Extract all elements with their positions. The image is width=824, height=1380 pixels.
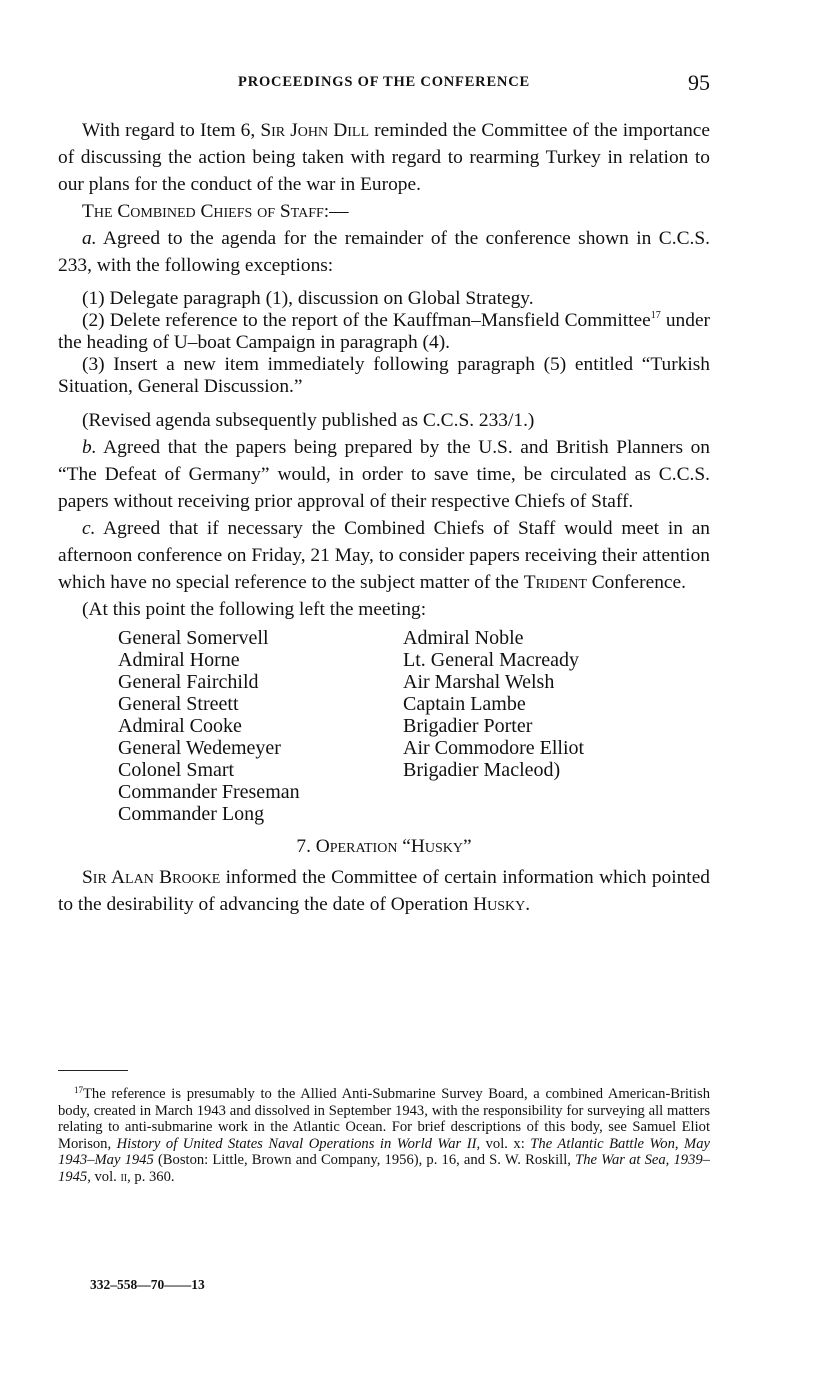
departing-members: [118, 627, 710, 825]
operation-husky: Husky: [473, 894, 526, 915]
attendee-name: Brigadier Porter: [403, 715, 533, 737]
attendee-name: Admiral Horne: [118, 649, 240, 671]
attendee-name: Lt. General Macready: [403, 649, 580, 671]
page-header: [58, 70, 710, 100]
item-b: b. Agreed that the papers being prepared by the U.S. and British Planners on “The Defeat of Germany” would, in order to save time, be circulated as C.C.S. papers without receiving prior approval of their respective Chiefs of Staff.: [58, 437, 710, 512]
attendee-name: Admiral Noble: [403, 627, 524, 649]
departure-note: (At this point the following left the meeting:: [82, 599, 427, 620]
attendee-name: General Wedemeyer: [118, 737, 281, 759]
page-number: 95: [688, 70, 710, 95]
attendee-name: Air Commodore Elliot: [403, 737, 585, 759]
footnote-rule: [58, 1070, 128, 1071]
exception-1: (1) Delegate paragraph (1), discussion on Global Strategy.: [82, 288, 534, 309]
running-head: PROCEEDINGS OF THE CONFERENCE: [238, 74, 530, 90]
item-a: a. Agreed to the agenda for the remainder of the conference shown in C.C.S. 233, with the following exceptions:: [58, 228, 710, 276]
name-sir-alan-brooke: Sir Alan Brooke: [82, 867, 221, 888]
ccs-heading: The Combined Chiefs of Staff:—: [82, 201, 349, 222]
paragraph-brooke: Sir Alan Brooke informed the Committee of certain information which pointed to the desirability of advancing the date of Operation Husky.: [58, 867, 710, 915]
footnote-17: $^{17}$The reference is presumably to the Allied Anti-Submarine Survey Board, a combined American-British body, created in March 1943 and dissolved in September 1943, with the responsibility for surveying all matters relating to anti-submarine work in the Atlantic Ocean. For brief descriptions of this body, see Samuel Eliot Morison, History of United States Naval Operations in World War II, vol. x: The Atlantic Battle Won, May 1943–May 1945 (Boston: Little, Brown and Company, 1956), p. 16, and S. W. Roskill, The War at Sea, 1939–1945, vol. ii, p. 360.: [58, 1085, 710, 1185]
body-text: [58, 117, 710, 918]
printer-code: 332–558—70——13: [90, 1277, 205, 1292]
attendee-name: Admiral Cooke: [118, 715, 242, 737]
name-sir-john-dill: Sir John Dill: [260, 120, 370, 141]
exceptions-list: [58, 288, 710, 398]
section-7-title: 7. Operation “Husky”: [296, 836, 472, 857]
paragraph-item-6: With regard to Item 6, Sir John Dill reminded the Committee of the importance of discussing the action being taken with regard to rearming Turkey in relation to our plans for the conduct of the war in Europe.: [58, 120, 710, 195]
attendee-name: Brigadier Macleod): [403, 759, 561, 781]
item-c: c. Agreed that if necessary the Combined Chiefs of Staff would meet in an afternoon conference on Friday, 21 May, to consider papers receiving their attention which have no special reference to the subject matter of the Trident Conference.: [58, 518, 710, 593]
names-column-left: [118, 627, 403, 825]
attendee-name: Colonel Smart: [118, 759, 235, 781]
attendee-name: Air Marshal Welsh: [403, 671, 555, 693]
operation-trident: Trident: [523, 572, 587, 593]
attendee-name: Commander Freseman: [118, 781, 300, 803]
footnote-reference: 17: [650, 310, 661, 321]
attendee-name: General Somervell: [118, 627, 269, 649]
exception-2: (2) Delete reference to the report of the Kauffman–Mansfield Committee$^{17}$ under the heading of U–boat Campaign in paragraph (4).: [58, 310, 711, 353]
exception-3: (3) Insert a new item immediately following paragraph (5) entitled “Turkish Situation, General Discussion.”: [58, 354, 710, 397]
names-column-right: [403, 627, 683, 825]
attendee-name: General Fairchild: [118, 671, 259, 693]
attendee-name: Commander Long: [118, 803, 265, 825]
attendee-name: General Streett: [118, 693, 239, 715]
attendee-name: Captain Lambe: [403, 693, 526, 715]
revised-agenda-note: (Revised agenda subsequently published as C.C.S. 233/1.): [82, 410, 535, 431]
footnote-marker: 17: [74, 1085, 83, 1095]
